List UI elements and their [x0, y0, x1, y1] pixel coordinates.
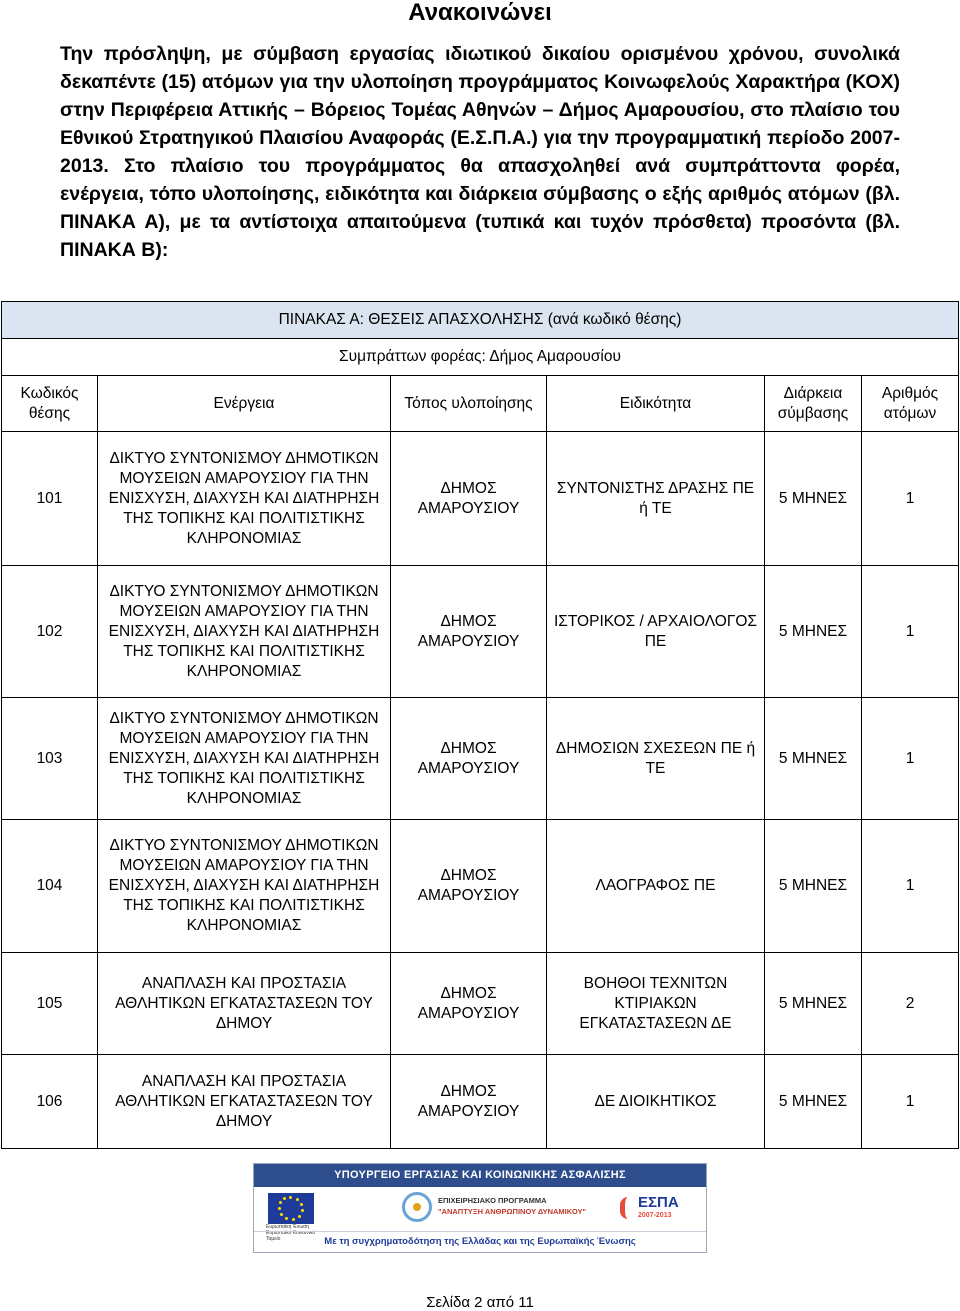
header-persons: Αριθμός ατόμων — [862, 376, 959, 432]
header-specialty: Ειδικότητα — [547, 376, 765, 432]
cell-code: 102 — [2, 566, 98, 698]
cell-place: ΔΗΜΟΣ ΑΜΑΡΟΥΣΙΟΥ — [391, 1055, 547, 1149]
cell-code: 103 — [2, 698, 98, 820]
page-title: Ανακοινώνει — [408, 0, 552, 26]
cell-duration: 5 ΜΗΝΕΣ — [765, 1055, 862, 1149]
table-header-row — [2, 376, 959, 432]
cell-specialty: ΣΥΝΤΟΝΙΣΤΗΣ ΔΡΑΣΗΣ ΠΕ ή ΤΕ — [547, 432, 765, 566]
table-row — [2, 1055, 959, 1149]
programme-subtitle: "ΑΝΑΠΤΥΞΗ ΑΝΘΡΩΠΙΝΟΥ ΔΥΝΑΜΙΚΟΥ" — [438, 1207, 587, 1216]
cell-action: ΔΙΚΤΥΟ ΣΥΝΤΟΝΙΣΜΟΥ ΔΗΜΟΤΙΚΩΝ ΜΟΥΣΕΙΩΝ ΑΜΑΡΟΥΣΙΟΥ ΓΙΑ ΤΗΝ ΕΝΙΣΧΥΣΗ, ΔΙΑΧΥΣΗ ΚΑΙ ΔΙΑΤΗΡΗΣΗ ΤΗΣ ΤΟΠΙΚΗΣ ΚΑΙ ΠΟΛΙΤΙΣΤΙΚΗΣ ΚΛΗΡΟΝΟΜΙΑΣ — [98, 698, 391, 820]
table-row — [2, 432, 959, 566]
page-number: Σελίδα 2 από 11 — [426, 1294, 534, 1311]
cell-action: ΔΙΚΤΥΟ ΣΥΝΤΟΝΙΣΜΟΥ ΔΗΜΟΤΙΚΩΝ ΜΟΥΣΕΙΩΝ ΑΜΑΡΟΥΣΙΟΥ ΓΙΑ ΤΗΝ ΕΝΙΣΧΥΣΗ, ΔΙΑΧΥΣΗ ΚΑΙ ΔΙΑΤΗΡΗΣΗ ΤΗΣ ΤΟΠΙΚΗΣ ΚΑΙ ΠΟΛΙΤΙΣΤΙΚΗΣ ΚΛΗΡΟΝΟΜΙΑΣ — [98, 432, 391, 566]
table-title: ΠΙΝΑΚΑΣ Α: ΘΕΣΕΙΣ ΑΠΑΣΧΟΛΗΣΗΣ (ανά κωδικό θέσης) — [2, 302, 959, 339]
cell-persons: 1 — [862, 566, 959, 698]
operational-programme-logo — [402, 1192, 612, 1226]
cell-place: ΔΗΜΟΣ ΑΜΑΡΟΥΣΙΟΥ — [391, 432, 547, 566]
table-row — [2, 566, 959, 698]
cell-specialty: ΔΕ ΔΙΟΙΚΗΤΙΚΟΣ — [547, 1055, 765, 1149]
cell-persons: 1 — [862, 698, 959, 820]
cell-persons: 2 — [862, 953, 959, 1055]
cofunding-tagline: Με τη συγχρηματοδότηση της Ελλάδας και της Ευρωπαϊκής Ένωσης — [254, 1231, 706, 1252]
cell-action: ΑΝΑΠΛΑΣΗ ΚΑΙ ΠΡΟΣΤΑΣΙΑ ΑΘΛΗΤΙΚΩΝ ΕΓΚΑΤΑΣΤΑΣΕΩΝ ΤΟΥ ΔΗΜΟΥ — [98, 1055, 391, 1149]
cell-specialty: ΛΑΟΓΡΑΦΟΣ ΠΕ — [547, 820, 765, 953]
eu-flag-icon — [268, 1193, 314, 1224]
cell-duration: 5 ΜΗΝΕΣ — [765, 698, 862, 820]
table-row — [2, 698, 959, 820]
cell-duration: 5 ΜΗΝΕΣ — [765, 432, 862, 566]
cell-action: ΑΝΑΠΛΑΣΗ ΚΑΙ ΠΡΟΣΤΑΣΙΑ ΑΘΛΗΤΙΚΩΝ ΕΓΚΑΤΑΣΤΑΣΕΩΝ ΤΟΥ ΔΗΜΟΥ — [98, 953, 391, 1055]
eu-caption: Ευρωπαϊκή Ένωση Ευρωπαϊκό Κοινωνικό Ταμείο — [266, 1224, 316, 1242]
header-place: Τόπος υλοποίησης — [391, 376, 547, 432]
cell-place: ΔΗΜΟΣ ΑΜΑΡΟΥΣΙΟΥ — [391, 820, 547, 953]
espa-wordmark: ΕΣΠΑ — [638, 1194, 679, 1211]
programme-name: ΕΠΙΧΕΙΡΗΣΙΑΚΟ ΠΡΟΓΡΑΜΜΑ — [438, 1196, 547, 1205]
funding-banner — [253, 1163, 707, 1253]
cell-code: 101 — [2, 432, 98, 566]
cell-persons: 1 — [862, 1055, 959, 1149]
cell-specialty: ΔΗΜΟΣΙΩΝ ΣΧΕΣΕΩΝ ΠΕ ή ΤΕ — [547, 698, 765, 820]
cell-action: ΔΙΚΤΥΟ ΣΥΝΤΟΝΙΣΜΟΥ ΔΗΜΟΤΙΚΩΝ ΜΟΥΣΕΙΩΝ ΑΜΑΡΟΥΣΙΟΥ ΓΙΑ ΤΗΝ ΕΝΙΣΧΥΣΗ, ΔΙΑΧΥΣΗ ΚΑΙ ΔΙΑΤΗΡΗΣΗ ΤΗΣ ΤΟΠΙΚΗΣ ΚΑΙ ΠΟΛΙΤΙΣΤΙΚΗΣ ΚΛΗΡΟΝΟΜΙΑΣ — [98, 820, 391, 953]
programme-emblem-icon — [402, 1192, 432, 1222]
cell-duration: 5 ΜΗΝΕΣ — [765, 953, 862, 1055]
cell-code: 106 — [2, 1055, 98, 1149]
cell-duration: 5 ΜΗΝΕΣ — [765, 820, 862, 953]
espa-swoosh-icon — [620, 1197, 636, 1219]
intro-paragraph: Την πρόσληψη, με σύμβαση εργασίας ιδιωτικού δικαίου ορισμένου χρόνου, συνολικά δεκαπέντε (15) ατόμων για την υλοποίηση προγράμματος Κοινωφελούς Χαρακτήρα (ΚΟΧ) στην Περιφέρεια Αττικής – Βόρειος Τομέας Αθηνών – Δήμος Αμαρουσίου, στο πλαίσιο του Εθνικού Στρατηγικού Πλαισίου Αναφοράς (Ε.Σ.Π.Α.) για την προγραμματική περίοδο 2007-2013. Στο πλαίσιο του προγράμματος θα απασχοληθεί ανά συμπράττοντα φορέα, ενέργεια, τόπο υλοποίησης, ειδικότητα και διάρκεια σύμβασης ο εξής αριθμός ατόμων (βλ. ΠΙΝΑΚΑ Α), με τα αντίστοιχα απαιτούμενα (τυπικά και τυχόν πρόσθετα) προσόντα (βλ. ΠΙΝΑΚΑ Β): — [60, 43, 900, 261]
positions-table — [1, 301, 959, 1149]
cell-specialty: ΙΣΤΟΡΙΚΟΣ / ΑΡΧΑΙΟΛΟΓΟΣ ΠΕ — [547, 566, 765, 698]
espa-years: 2007-2013 — [638, 1212, 672, 1219]
header-duration: Διάρκεια σύμβασης — [765, 376, 862, 432]
ministry-header: ΥΠΟΥΡΓΕΙΟ ΕΡΓΑΣΙΑΣ ΚΑΙ ΚΟΙΝΩΝΙΚΗΣ ΑΣΦΑΛΙΣΗΣ — [254, 1164, 706, 1187]
cell-place: ΔΗΜΟΣ ΑΜΑΡΟΥΣΙΟΥ — [391, 566, 547, 698]
cell-code: 105 — [2, 953, 98, 1055]
cell-specialty: ΒΟΗΘΟΙ ΤΕΧΝΙΤΩΝ ΚΤΙΡΙΑΚΩΝ ΕΓΚΑΤΑΣΤΑΣΕΩΝ ΔΕ — [547, 953, 765, 1055]
cell-duration: 5 ΜΗΝΕΣ — [765, 566, 862, 698]
espa-logo — [620, 1191, 694, 1225]
header-action: Ενέργεια — [98, 376, 391, 432]
cell-place: ΔΗΜΟΣ ΑΜΑΡΟΥΣΙΟΥ — [391, 698, 547, 820]
cell-persons: 1 — [862, 820, 959, 953]
cell-action: ΔΙΚΤΥΟ ΣΥΝΤΟΝΙΣΜΟΥ ΔΗΜΟΤΙΚΩΝ ΜΟΥΣΕΙΩΝ ΑΜΑΡΟΥΣΙΟΥ ΓΙΑ ΤΗΝ ΕΝΙΣΧΥΣΗ, ΔΙΑΧΥΣΗ ΚΑΙ ΔΙΑΤΗΡΗΣΗ ΤΗΣ ΤΟΠΙΚΗΣ ΚΑΙ ΠΟΛΙΤΙΣΤΙΚΗΣ ΚΛΗΡΟΝΟΜΙΑΣ — [98, 566, 391, 698]
table-subtitle: Συμπράττων φορέας: Δήμος Αμαρουσίου — [2, 339, 959, 376]
table-row — [2, 953, 959, 1055]
header-code: Κωδικός θέσης — [2, 376, 98, 432]
cell-code: 104 — [2, 820, 98, 953]
cell-place: ΔΗΜΟΣ ΑΜΑΡΟΥΣΙΟΥ — [391, 953, 547, 1055]
table-row — [2, 820, 959, 953]
cell-persons: 1 — [862, 432, 959, 566]
